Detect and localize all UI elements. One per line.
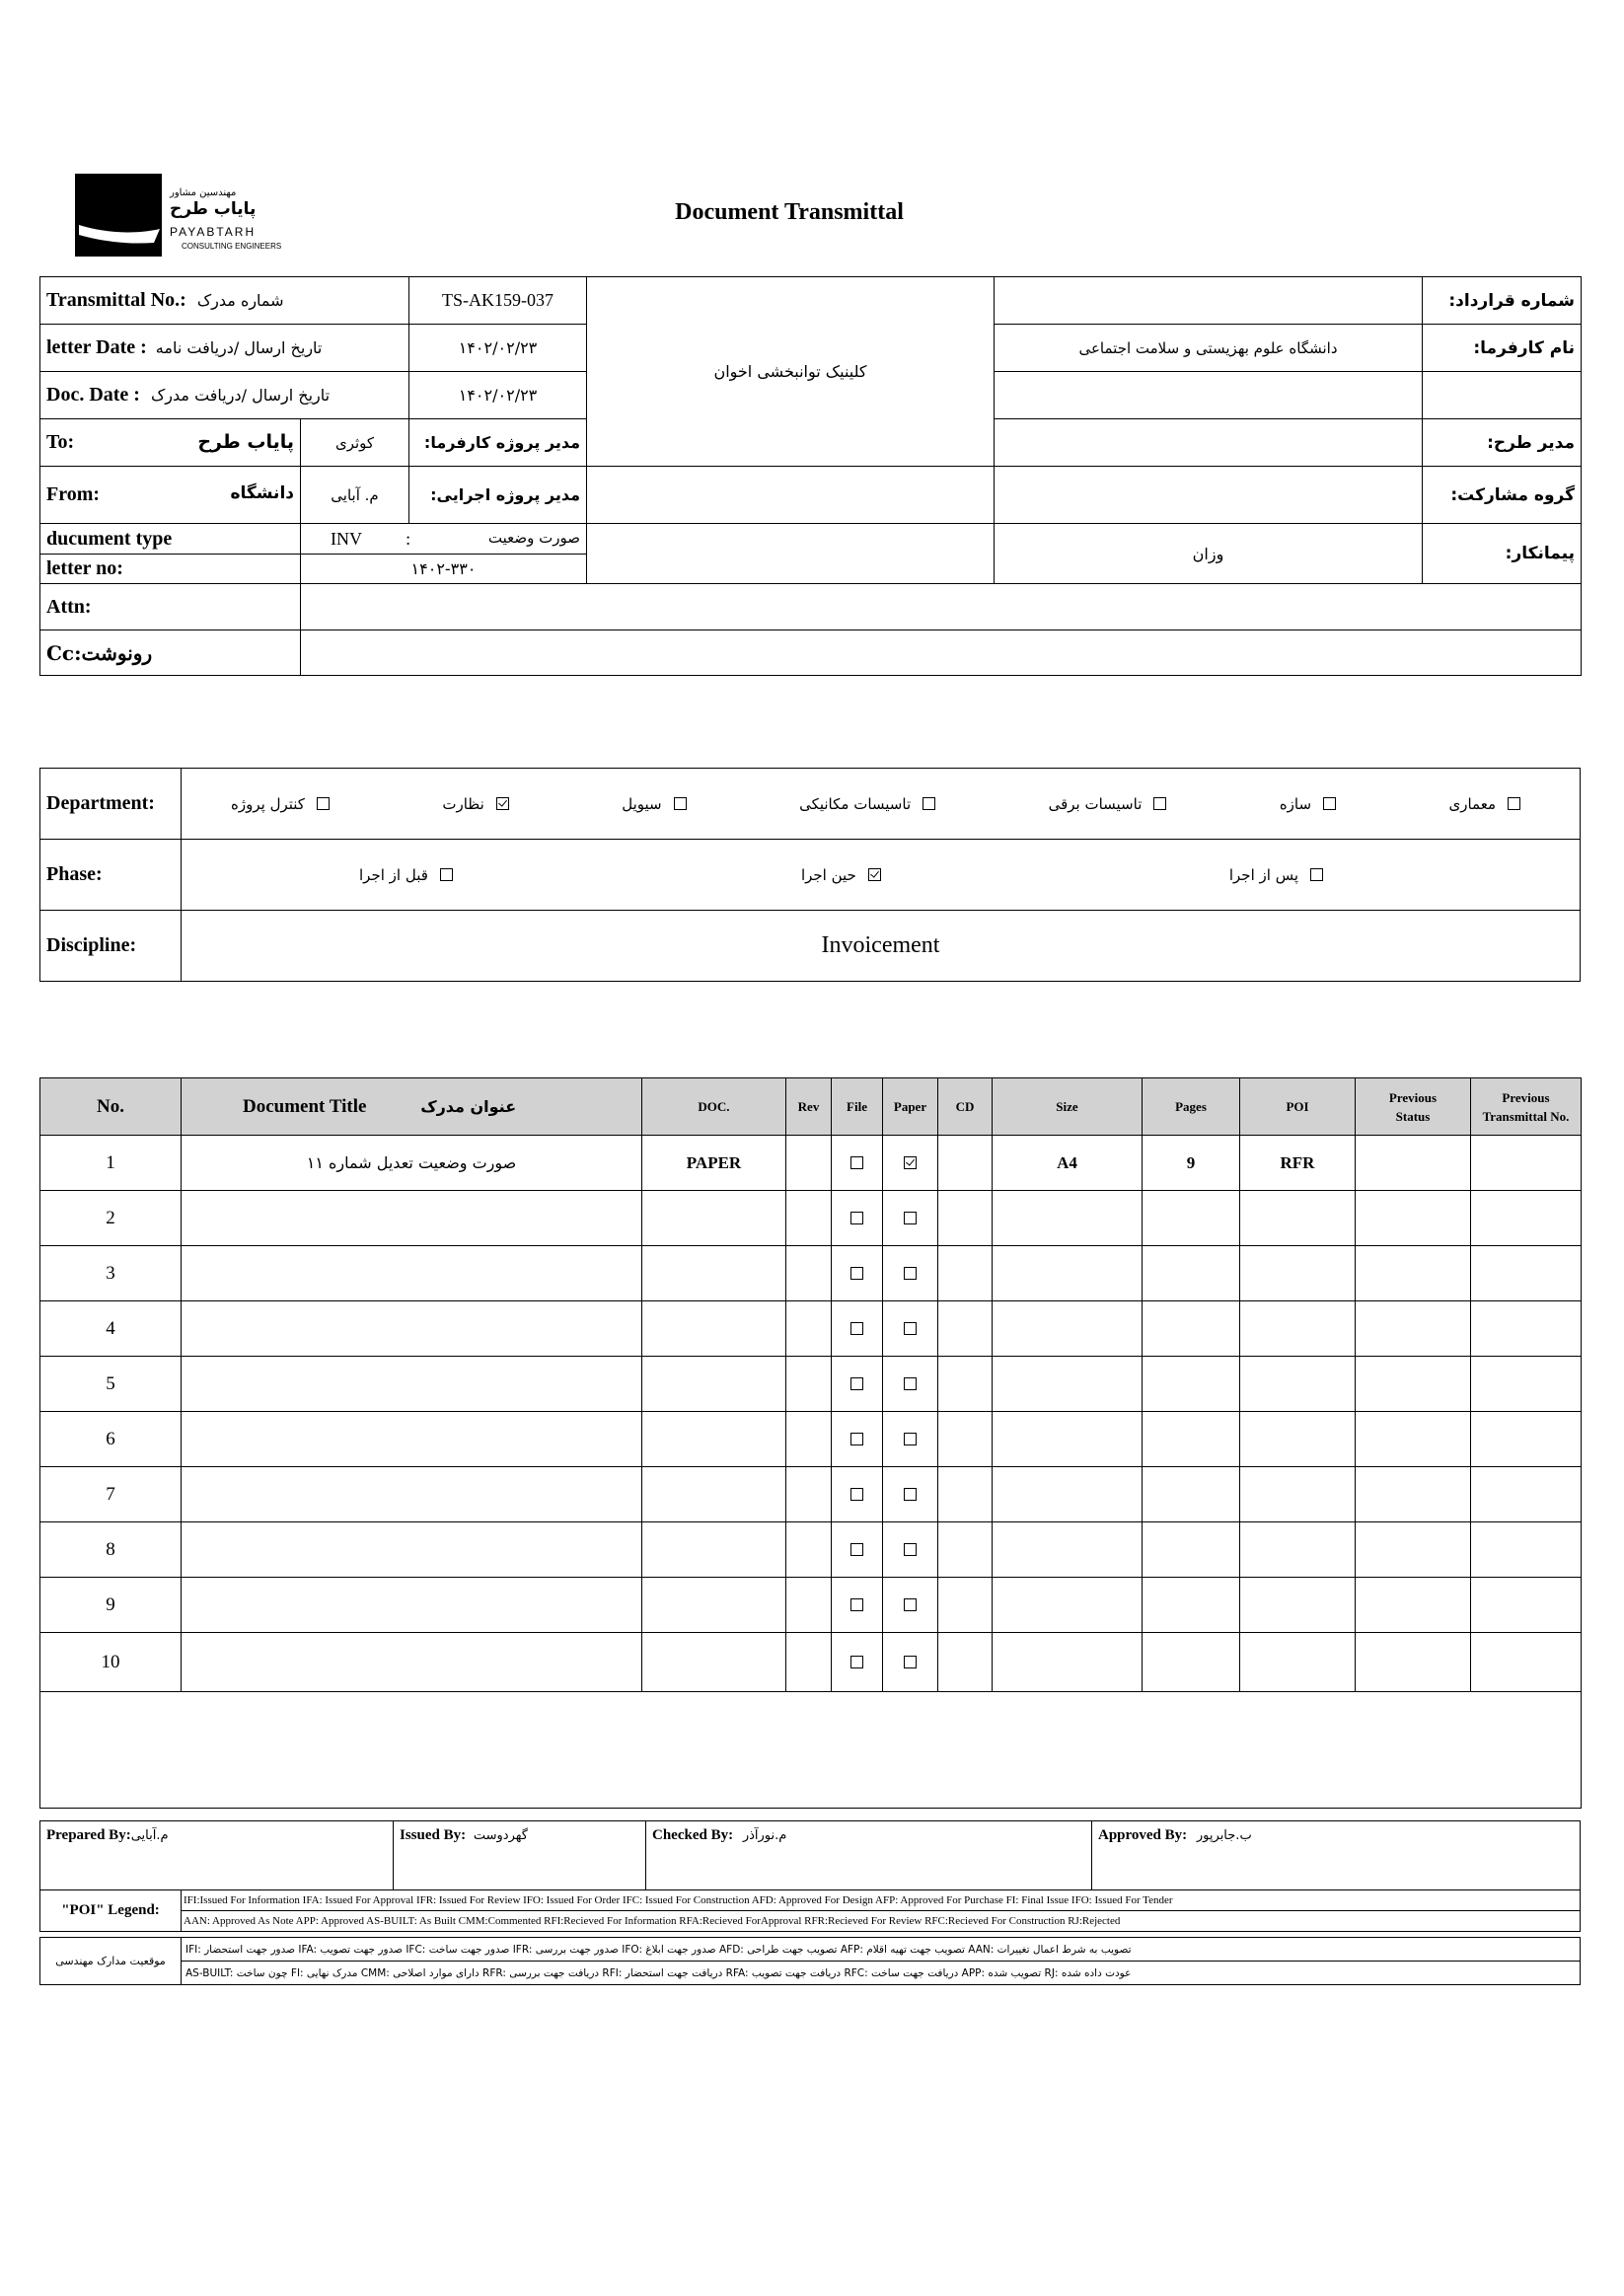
- checkbox-icon[interactable]: [317, 797, 330, 810]
- cell-cd: [938, 1246, 993, 1301]
- cell-poi: [1240, 1301, 1356, 1357]
- cell-no: 2: [40, 1191, 182, 1246]
- poi-legend-label: "POI" Legend:: [40, 1890, 182, 1932]
- cell-paper: [883, 1136, 938, 1191]
- cell-title: [182, 1301, 642, 1357]
- cell-title: [182, 1467, 642, 1522]
- cell-title: [182, 1578, 642, 1633]
- project-name: کلینیک توانبخشی اخوان: [587, 277, 995, 467]
- cell-title: [182, 1522, 642, 1578]
- checkbox-icon[interactable]: [904, 1377, 917, 1390]
- fa-legend-line1: IFI: صدور جهت استحضار IFA: صدور جهت تصویب IFC: صدور جهت ساخت IFR: صدور جهت بررسی IFO: صدور جهت ابلاغ AFD: تصویب جهت طراحی AFP: تصویب جهت تهیه اقلام AAN: تصویب به شرط اعمال تغییرات: [182, 1938, 1581, 1962]
- department-option-label: نظارت: [442, 794, 484, 813]
- cell-size: [993, 1467, 1143, 1522]
- cell-pages: [1143, 1467, 1240, 1522]
- cell-no: 5: [40, 1357, 182, 1412]
- letter-date-value: ۱۴۰۲/۰۲/۲۳: [409, 325, 587, 372]
- cell-doc: PAPER: [642, 1136, 786, 1191]
- classification-table: [39, 768, 1581, 982]
- cell-rev: [786, 1136, 832, 1191]
- cell-pages: [1143, 1246, 1240, 1301]
- cell-poi: [1240, 1467, 1356, 1522]
- cell-rev: [786, 1191, 832, 1246]
- cell-title: [182, 1191, 642, 1246]
- cell-cd: [938, 1467, 993, 1522]
- checkbox-icon[interactable]: [850, 1156, 863, 1169]
- col-size: Size: [993, 1078, 1143, 1136]
- cell-doc: [642, 1246, 786, 1301]
- cell-file: [832, 1136, 883, 1191]
- cell-pages: 9: [1143, 1136, 1240, 1191]
- cell-paper: [883, 1191, 938, 1246]
- contract-no-value: [995, 277, 1423, 325]
- checked-by: Checked By: م.نورآذر: [646, 1821, 1092, 1890]
- checkbox-icon[interactable]: [904, 1656, 917, 1668]
- cell-file: [832, 1246, 883, 1301]
- department-option-label: سازه: [1279, 794, 1312, 813]
- cell-pages: [1143, 1578, 1240, 1633]
- contractor-value: وزان: [995, 524, 1423, 584]
- cell-size: [993, 1357, 1143, 1412]
- approved-by: Approved By: ب.جابرپور: [1092, 1821, 1581, 1890]
- transmittal-info-table: [39, 276, 1582, 676]
- cell-paper: [883, 1357, 938, 1412]
- col-prev-transmittal: Previous Transmittal No.: [1471, 1078, 1582, 1136]
- cell-prev-status: [1356, 1191, 1471, 1246]
- employer-value: دانشگاه علوم بهزیستی و سلامت اجتماعی: [995, 325, 1423, 372]
- cell-title: [182, 1246, 642, 1301]
- prepared-by: Prepared By:م.آبایی: [40, 1821, 394, 1890]
- cc-value: [301, 630, 1582, 676]
- cell-rev: [786, 1301, 832, 1357]
- phase-option-label: پس از اجرا: [1228, 865, 1298, 884]
- cell-poi: RFR: [1240, 1136, 1356, 1191]
- cell-cd: [938, 1136, 993, 1191]
- department-option[interactable]: [799, 795, 935, 813]
- cell-doc: [642, 1191, 786, 1246]
- cell-file: [832, 1301, 883, 1357]
- cell-prev-trans: [1471, 1412, 1582, 1467]
- checkbox-icon[interactable]: [904, 1488, 917, 1501]
- doc-date-value: ۱۴۰۲/۰۲/۲۳: [409, 372, 587, 419]
- attn-value: [301, 584, 1582, 630]
- cell-prev-trans: [1471, 1246, 1582, 1301]
- cell-title: صورت وضعیت تعدیل شماره ۱۱: [182, 1136, 642, 1191]
- cell-file: [832, 1412, 883, 1467]
- poi-legend-line2: AAN: Approved As Note APP: Approved AS-BUILT: As Built CMM:Commented RFI:Recieved For Information RFA:Recieved ForApproval RFR:Recieved For Review RFC:Recieved For Construction RJ:Rejected: [182, 1911, 1581, 1932]
- cell-prev-trans: [1471, 1357, 1582, 1412]
- cell-prev-status: [1356, 1412, 1471, 1467]
- table-row: [40, 1357, 1582, 1412]
- checkbox-icon[interactable]: [850, 1656, 863, 1668]
- cell-poi: [1240, 1357, 1356, 1412]
- cell-doc: [642, 1357, 786, 1412]
- employer-pm-label: مدیر پروژه کارفرما:: [409, 419, 587, 467]
- cell-prev-status: [1356, 1578, 1471, 1633]
- checkbox-icon[interactable]: [1508, 797, 1520, 810]
- partnership-value: [995, 467, 1423, 524]
- checkbox-icon[interactable]: [850, 1543, 863, 1556]
- logo-fa: پایاب طرح: [170, 199, 257, 219]
- letter-date-label: letter Date : تاریخ ارسال /دریافت نامه: [40, 325, 409, 372]
- checkbox-icon[interactable]: [904, 1433, 917, 1445]
- col-poi: POI: [1240, 1078, 1356, 1136]
- cell-prev-status: [1356, 1301, 1471, 1357]
- cell-doc: [642, 1633, 786, 1692]
- cell-prev-trans: [1471, 1467, 1582, 1522]
- cell-cd: [938, 1191, 993, 1246]
- checkbox-icon[interactable]: [1323, 797, 1336, 810]
- department-option[interactable]: [1049, 795, 1167, 813]
- cell-paper: [883, 1522, 938, 1578]
- design-manager-blank: [995, 419, 1423, 467]
- design-manager-value: [995, 372, 1423, 419]
- cell-no: 7: [40, 1467, 182, 1522]
- to-cell: To: پایاب طرح: [40, 419, 301, 467]
- employer-label: نام کارفرما:: [1423, 325, 1582, 372]
- cell-rev: [786, 1467, 832, 1522]
- department-option[interactable]: [231, 795, 330, 813]
- exec-pm-value: م. آبایی: [301, 467, 409, 524]
- phase-option[interactable]: [1229, 866, 1323, 884]
- col-cd: CD: [938, 1078, 993, 1136]
- table-row: [40, 1191, 1582, 1246]
- cell-size: [993, 1633, 1143, 1692]
- cell-prev-status: [1356, 1136, 1471, 1191]
- cell-file: [832, 1578, 883, 1633]
- cell-size: A4: [993, 1136, 1143, 1191]
- col-pages: Pages: [1143, 1078, 1240, 1136]
- phase-option-label: حین اجرا: [800, 865, 856, 884]
- poi-legend-line1: IFI:Issued For Information IFA: Issued For Approval IFR: Issued For Review IFO: Issued For Order IFC: Issued For Construction AFD: Approved For Design AFP: Approved For Purchase FI: Final Issue IFO: Issued For Tender: [182, 1890, 1581, 1911]
- logo-mark-icon: [75, 174, 162, 257]
- phase-option[interactable]: [359, 866, 453, 884]
- cell-pages: [1143, 1633, 1240, 1692]
- checkbox-icon[interactable]: [1153, 797, 1166, 810]
- col-file: File: [832, 1078, 883, 1136]
- doc-type-label: ducument type: [40, 524, 301, 555]
- cell-pages: [1143, 1191, 1240, 1246]
- cell-no: 4: [40, 1301, 182, 1357]
- exec-pm-label: مدیر پروژه اجرایی:: [409, 467, 587, 524]
- checkbox-checked-icon[interactable]: [904, 1156, 917, 1169]
- table-row: [40, 1246, 1582, 1301]
- cell-no: 6: [40, 1412, 182, 1467]
- cell-size: [993, 1191, 1143, 1246]
- fa-legend-label: موقعیت مدارک مهندسی: [40, 1938, 182, 1985]
- cell-size: [993, 1578, 1143, 1633]
- col-doc: DOC.: [642, 1078, 786, 1136]
- cell-no: 3: [40, 1246, 182, 1301]
- documents-header-row: [40, 1078, 1582, 1136]
- company-logo: [75, 174, 297, 257]
- cell-file: [832, 1357, 883, 1412]
- cell-file: [832, 1467, 883, 1522]
- signatures-table: [39, 1820, 1581, 1890]
- blank-cell: [1423, 372, 1582, 419]
- discipline-value: Invoicement: [182, 911, 1581, 982]
- cell-file: [832, 1522, 883, 1578]
- checkbox-icon[interactable]: [850, 1322, 863, 1335]
- table-row: [40, 1467, 1582, 1522]
- cell-no: 8: [40, 1522, 182, 1578]
- cell-cd: [938, 1522, 993, 1578]
- doc-type-value: INV : صورت وضعیت: [301, 524, 587, 555]
- from-cell: From: دانشگاه: [40, 467, 301, 524]
- checkbox-icon[interactable]: [850, 1212, 863, 1224]
- cell-prev-trans: [1471, 1578, 1582, 1633]
- discipline-label: Discipline:: [40, 911, 182, 982]
- cell-poi: [1240, 1578, 1356, 1633]
- table-row: [40, 1412, 1582, 1467]
- phase-option[interactable]: [801, 866, 881, 884]
- checkbox-icon[interactable]: [850, 1267, 863, 1280]
- cell-poi: [1240, 1522, 1356, 1578]
- cc-label: Cc:رونوشت: [40, 630, 301, 676]
- cell-poi: [1240, 1246, 1356, 1301]
- cell-title: [182, 1412, 642, 1467]
- table-row: [40, 1301, 1582, 1357]
- checkbox-icon[interactable]: [923, 797, 935, 810]
- cell-pages: [1143, 1522, 1240, 1578]
- project-blank: [587, 467, 995, 524]
- checkbox-icon[interactable]: [674, 797, 687, 810]
- cell-prev-status: [1356, 1357, 1471, 1412]
- employer-pm-value: کوثری: [301, 419, 409, 467]
- department-option-label: کنترل پروژه: [231, 794, 305, 813]
- checkbox-icon[interactable]: [904, 1598, 917, 1611]
- cell-title: [182, 1357, 642, 1412]
- table-row: [40, 1522, 1582, 1578]
- col-rev: Rev: [786, 1078, 832, 1136]
- doc-date-label: Doc. Date : تاریخ ارسال /دریافت مدرک: [40, 372, 409, 419]
- letter-no-label: letter no:: [40, 555, 301, 584]
- table-row: [40, 1136, 1582, 1191]
- logo-sub: CONSULTING ENGINEERS: [182, 242, 282, 251]
- cell-cd: [938, 1633, 993, 1692]
- cell-pages: [1143, 1412, 1240, 1467]
- partnership-label: گروه مشارکت:: [1423, 467, 1582, 524]
- col-prev-status: Previous Status: [1356, 1078, 1471, 1136]
- cell-doc: [642, 1522, 786, 1578]
- checkbox-icon[interactable]: [850, 1433, 863, 1445]
- cell-paper: [883, 1412, 938, 1467]
- cell-size: [993, 1522, 1143, 1578]
- cell-rev: [786, 1522, 832, 1578]
- department-option-label: تاسیسات برقی: [1048, 794, 1143, 813]
- cell-rev: [786, 1633, 832, 1692]
- cell-cd: [938, 1578, 993, 1633]
- checkbox-icon[interactable]: [850, 1488, 863, 1501]
- department-options: [182, 769, 1581, 840]
- phase-label: Phase:: [40, 840, 182, 911]
- cell-prev-trans: [1471, 1522, 1582, 1578]
- contractor-label: پیمانکار:: [1423, 524, 1582, 584]
- cell-file: [832, 1191, 883, 1246]
- checkbox-checked-icon[interactable]: [868, 868, 881, 881]
- transmittal-no-value: TS-AK159-037: [409, 277, 587, 325]
- cell-cd: [938, 1357, 993, 1412]
- legend-table: [39, 1889, 1581, 1985]
- department-option[interactable]: [442, 795, 508, 813]
- cell-size: [993, 1412, 1143, 1467]
- cell-prev-status: [1356, 1633, 1471, 1692]
- cell-doc: [642, 1301, 786, 1357]
- department-option[interactable]: [622, 795, 686, 813]
- cell-size: [993, 1301, 1143, 1357]
- cell-prev-status: [1356, 1522, 1471, 1578]
- col-paper: Paper: [883, 1078, 938, 1136]
- transmittal-no-label: Transmittal No.: شماره مدرک: [40, 277, 409, 325]
- cell-paper: [883, 1467, 938, 1522]
- department-option[interactable]: [1449, 795, 1521, 813]
- checkbox-icon[interactable]: [850, 1377, 863, 1390]
- cell-no: 1: [40, 1136, 182, 1191]
- cell-doc: [642, 1412, 786, 1467]
- cell-pages: [1143, 1357, 1240, 1412]
- checkbox-icon[interactable]: [904, 1267, 917, 1280]
- phase-option-label: قبل از اجرا: [359, 865, 428, 884]
- phase-options: [182, 840, 1581, 911]
- checkbox-icon[interactable]: [1310, 868, 1323, 881]
- checkbox-icon[interactable]: [904, 1322, 917, 1335]
- cell-size: [993, 1246, 1143, 1301]
- fa-legend-line2: AS-BUILT: چون ساخت FI: مدرک نهایی CMM: دارای موارد اصلاحی RFR: دریافت جهت بررسی RFI: دریافت جهت استحضار RFA: دریافت جهت تصویب RFC: دریافت جهت ساخت APP: تصویب شده RJ: عودت داده شده: [182, 1962, 1581, 1985]
- cell-pages: [1143, 1301, 1240, 1357]
- cell-file: [832, 1633, 883, 1692]
- cell-doc: [642, 1578, 786, 1633]
- notes-area: [40, 1692, 1582, 1809]
- cell-rev: [786, 1578, 832, 1633]
- issued-by: Issued By: گهردوست: [394, 1821, 646, 1890]
- cell-rev: [786, 1246, 832, 1301]
- project-blank-2: [587, 524, 995, 584]
- cell-doc: [642, 1467, 786, 1522]
- cell-rev: [786, 1412, 832, 1467]
- documents-table: [39, 1077, 1582, 1809]
- cell-no: 10: [40, 1633, 182, 1692]
- department-option[interactable]: [1280, 795, 1336, 813]
- cell-paper: [883, 1633, 938, 1692]
- cell-cd: [938, 1301, 993, 1357]
- col-title: Document Title عنوان مدرک: [182, 1078, 642, 1136]
- cell-poi: [1240, 1633, 1356, 1692]
- cell-prev-trans: [1471, 1633, 1582, 1692]
- table-row: [40, 1578, 1582, 1633]
- cell-poi: [1240, 1191, 1356, 1246]
- cell-no: 9: [40, 1578, 182, 1633]
- checkbox-icon[interactable]: [904, 1212, 917, 1224]
- page-title: Document Transmittal: [675, 199, 904, 225]
- checkbox-checked-icon[interactable]: [496, 797, 509, 810]
- attn-label: Attn:: [40, 584, 301, 630]
- table-row: [40, 1633, 1582, 1692]
- cell-prev-trans: [1471, 1136, 1582, 1191]
- cell-cd: [938, 1412, 993, 1467]
- department-option-label: سیویل: [622, 794, 662, 813]
- cell-rev: [786, 1357, 832, 1412]
- col-no: No.: [40, 1078, 182, 1136]
- cell-title: [182, 1633, 642, 1692]
- department-label: Department:: [40, 769, 182, 840]
- cell-poi: [1240, 1412, 1356, 1467]
- cell-prev-trans: [1471, 1301, 1582, 1357]
- cell-paper: [883, 1301, 938, 1357]
- cell-paper: [883, 1246, 938, 1301]
- logo-fa-small: مهندسین مشاور: [170, 187, 237, 198]
- cell-prev-status: [1356, 1467, 1471, 1522]
- cell-prev-trans: [1471, 1191, 1582, 1246]
- design-manager-label: مدیر طرح:: [1423, 419, 1582, 467]
- cell-prev-status: [1356, 1246, 1471, 1301]
- logo-en: PAYABTARH: [170, 225, 257, 239]
- letter-no-value: ۱۴۰۲-۳۳۰: [301, 555, 587, 584]
- contract-no-label: شماره قرارداد:: [1423, 277, 1582, 325]
- checkbox-icon[interactable]: [904, 1543, 917, 1556]
- checkbox-icon[interactable]: [440, 868, 453, 881]
- cell-paper: [883, 1578, 938, 1633]
- department-option-label: معماری: [1448, 794, 1496, 813]
- checkbox-icon[interactable]: [850, 1598, 863, 1611]
- department-option-label: تاسیسات مکانیکی: [799, 794, 912, 813]
